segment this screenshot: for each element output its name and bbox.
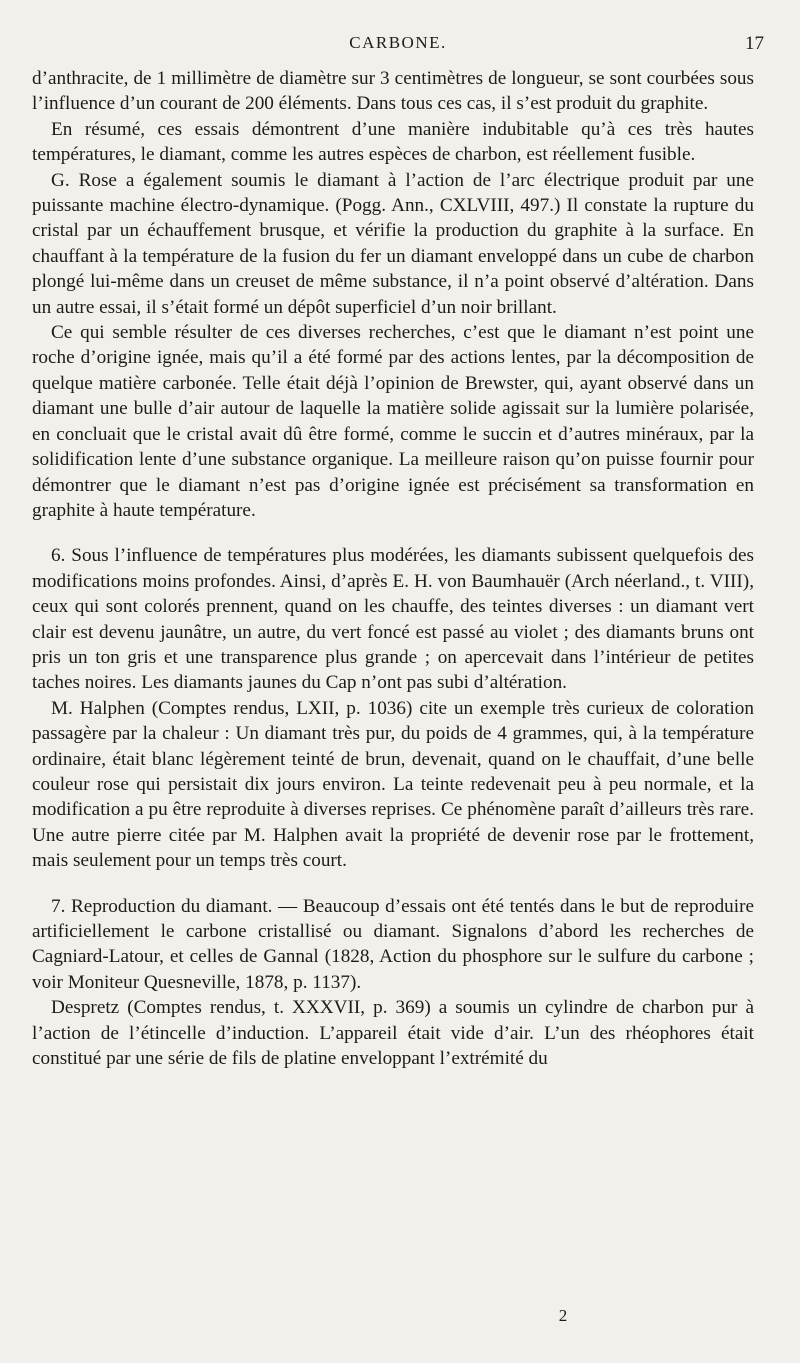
paragraph: M. Halphen (Comptes rendus, LXII, p. 1036) cite un exemple très curieux de coloration passagère par la chaleur : Un diamant très pur, du poids de 4 grammes, qui, à la température ordinaire, était blanc légèrement teinté de brun, devenait, quand on le chauffait, d’une belle couleur rose qui persistait dix jours environ. La teinte redevenait peu à peu normale, et la modification a pu être reproduite à diverses reprises. Ce phénomène paraît d’ailleurs très rare. Une autre pierre citée par M. Halphen avait la propriété de devenir rose par le frottement, mais seulement pour un temps très court. <box>32 697 754 872</box>
paragraph: 7. Reproduction du diamant. — Beaucoup d’essais ont été tentés dans le but de reproduire artificiellement le carbone cristallisé ou diamant. Signalons d’abord les recherches de Cagniard-Latour, et celles de Gannal (1828, Action du phosphore sur le sulfure du carbone ; voir Moniteur Quesneville, 1878, p. 1137). <box>32 895 754 993</box>
page-number: 17 <box>745 33 764 54</box>
page-header <box>32 33 764 59</box>
signature-mark: 2 <box>558 1306 568 1325</box>
paragraph: En résumé, ces essais démontrent d’une manière indubitable qu’à ces très hautes températures, le diamant, comme les autres espèces de charbon, est réellement fusible. <box>32 118 754 166</box>
body-text <box>32 66 754 1071</box>
paragraph: G. Rose a également soumis le diamant à l’action de l’arc électrique produit par une puissante machine électro-dynamique. (Pogg. Ann., CXLVIII, 497.) Il constate la rupture du cristal par un échauffement brusque, et vérifie la production du graphite à la surface. En chauffant à la température de la fusion du fer un diamant enveloppé dans un cube de charbon plongé lui-même dans un creuset de même substance, il n’a point observé d’altération. Dans un autre essai, il s’était formé un dépôt superficiel d’un noir brillant. <box>32 169 754 318</box>
running-title: CARBONE. <box>349 33 447 52</box>
paragraph: Despretz (Comptes rendus, t. XXXVII, p. 369) a soumis un cylindre de charbon pur à l’action de l’étincelle d’induction. L’appareil était vide d’air. L’un des rhéophores était constitué par une série de fils de platine enveloppant l’extrémité du <box>32 997 754 1070</box>
paragraph: Ce qui semble résulter de ces diverses recherches, c’est que le diamant n’est point une roche d’origine ignée, mais qu’il a été formé par des actions lentes, par la décomposition de quelque matière carbonée. Telle était déjà l’opinion de Brewster, qui, ayant observé dans un diamant une bulle d’air autour de laquelle la matière solide agissait sur la lumière polarisée, en concluait que le cristal avait dû être formé, comme le succin et d’autres minéraux, par la solidification lente d’une substance organique. La meilleure raison qu’on puisse fournir pour démontrer que le diamant n’est pas d’origine ignée est précisément sa transformation en graphite à haute température. <box>32 322 754 521</box>
paragraph: 6. Sous l’influence de températures plus modérées, les diamants subissent quelquefois des modifications moins profondes. Ainsi, d’après E. H. von Baumhauër (Arch néerland., t. VIII), ceux qui sont colorés prennent, quand on les chauffe, des teintes diverses : un diamant vert clair est devenu jaunâtre, un autre, du vert foncé est passé au violet ; des diamants bruns ont pris un ton gris et une transparence plus grande ; on apercevait dans l’intérieur de petites taches noires. Les diamants jaunes du Cap n’ont pas subi d’altération. <box>32 545 754 694</box>
paragraph: d’anthracite, de 1 millimètre de diamètre sur 3 centimètres de longueur, se sont courbées sous l’influence d’un courant de 200 éléments. Dans tous ces cas, il s’est produit du graphite. <box>32 68 754 115</box>
